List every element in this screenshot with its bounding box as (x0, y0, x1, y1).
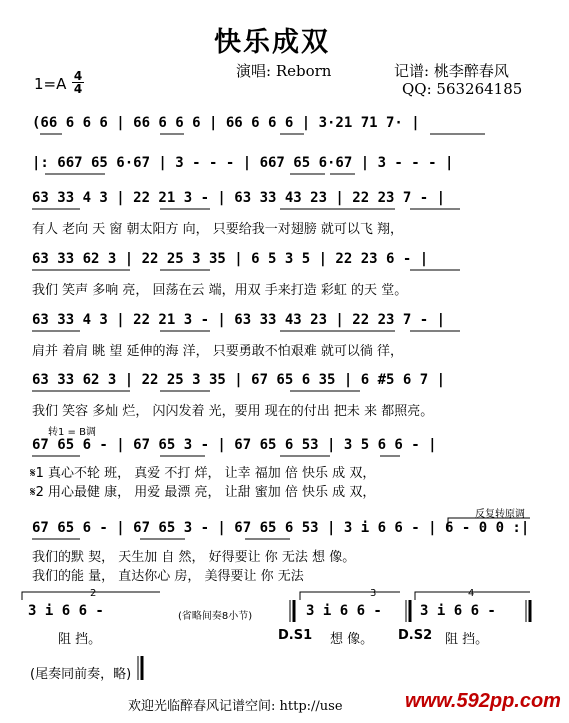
score-row-4: 63 33 62 3 | 22 25 3 35 | 6 5 3 5 | 22 23 6 - | (32, 251, 429, 267)
repeat-instruction: 反复转原调 (475, 509, 525, 520)
score-row-7: 67 65 6 - | 67 65 3 - | 67 65 6 53 | 3 5 6 6 - | (32, 437, 437, 453)
footer-welcome: 欢迎光临醉春风记谱空间: http://use (128, 699, 343, 714)
score-row-9: 3 i 6 6 - (28, 603, 104, 619)
lyric-row-4: 我们 笑声 多响 亮， 回荡在云 端，用双 手来打造 彩虹 的天 堂。 (32, 283, 408, 298)
score-row-1: (66 6 6 6 | 66 6 6 6 | 66 6 6 6 | 3·21 71 7· | (32, 115, 420, 131)
lyric-row-5: 肩并 着肩 眺 望 延伸的海 洋， 只要勇敢不怕艰难 就可以徜 徉， (32, 344, 404, 359)
lyric-row-9a: 阻 挡。 (58, 632, 102, 647)
song-title: 快乐成双 (214, 27, 330, 58)
qq-contact: QQ: 563264185 (402, 80, 523, 98)
coda-1-notes: 3 i 6 6 - (306, 603, 382, 619)
ds1-mark: D.S1 (278, 628, 313, 643)
lyric-row-7b: 𝄋2 用心最健 康， 用爱 最漂 亮， 让甜 蜜加 倍 快乐 成 双， (30, 485, 376, 500)
volta-4: 4 (468, 588, 475, 599)
ending-note: (尾奏同前奏，略) (30, 667, 132, 682)
score-row-8: 67 65 6 - | 67 65 3 - | 67 65 6 53 | 3 i 6 6 - | 6 - 0 0 :| (32, 520, 530, 536)
lyric-row-9b: 想 像。 (330, 632, 374, 647)
volta-3: 3 (370, 588, 377, 599)
transcriber-credit: 记谱: 桃李醉春风 (394, 62, 509, 80)
lyric-row-8b: 我们的能 量， 直达你心 房， 美得要让 你 无法 (32, 569, 304, 584)
score-row-3: 63 33 4 3 | 22 21 3 - | 63 33 43 23 | 22 23 7 - | (32, 190, 446, 206)
barlines (138, 600, 530, 680)
coda-2-notes: 3 i 6 6 - (420, 603, 496, 619)
interlude-note: (省略间奏8小节) (178, 611, 253, 622)
lyric-row-3: 有人 老向 天 窗 朝太阳方 向， 只要给我一对翅膀 就可以飞 翔， (32, 222, 404, 237)
lyric-row-6: 我们 笑容 多灿 烂， 闪闪发着 光，要用 现在的付出 把未 来 都照亮。 (32, 404, 434, 419)
lyric-row-8a: 我们的默 契， 天生加 自 然， 好得要让 你 无法 想 像。 (32, 550, 356, 565)
lyric-row-9c: 阻 挡。 (445, 632, 489, 647)
volta-brackets (22, 518, 530, 600)
score-row-5: 63 33 4 3 | 22 21 3 - | 63 33 43 23 | 22 23 7 - | (32, 312, 446, 328)
site-logo: www.592pp.com (405, 690, 561, 712)
beam-marks (32, 134, 485, 539)
key-signature: 1=A (34, 75, 67, 93)
time-denominator: 4 (73, 82, 83, 96)
ds2-mark: D.S2 (398, 628, 433, 643)
time-numerator: 4 (73, 69, 83, 83)
lyric-row-7a: 𝄋1 真心不轮 班， 真爱 不打 烊， 让幸 福加 倍 快乐 成 双， (30, 466, 376, 481)
score-row-6: 63 33 62 3 | 22 25 3 35 | 67 65 6 35 | 6 #5 6 7 | (32, 372, 446, 388)
volta-2: 2 (90, 588, 97, 599)
singer-credit: 演唱: Reborn (236, 62, 332, 80)
modulation-note: 转1 = B调 (48, 427, 96, 438)
score-row-2: |: 667 65 6·67 | 3 - - - | 667 65 6·67 | 3 - - - | (32, 155, 454, 171)
